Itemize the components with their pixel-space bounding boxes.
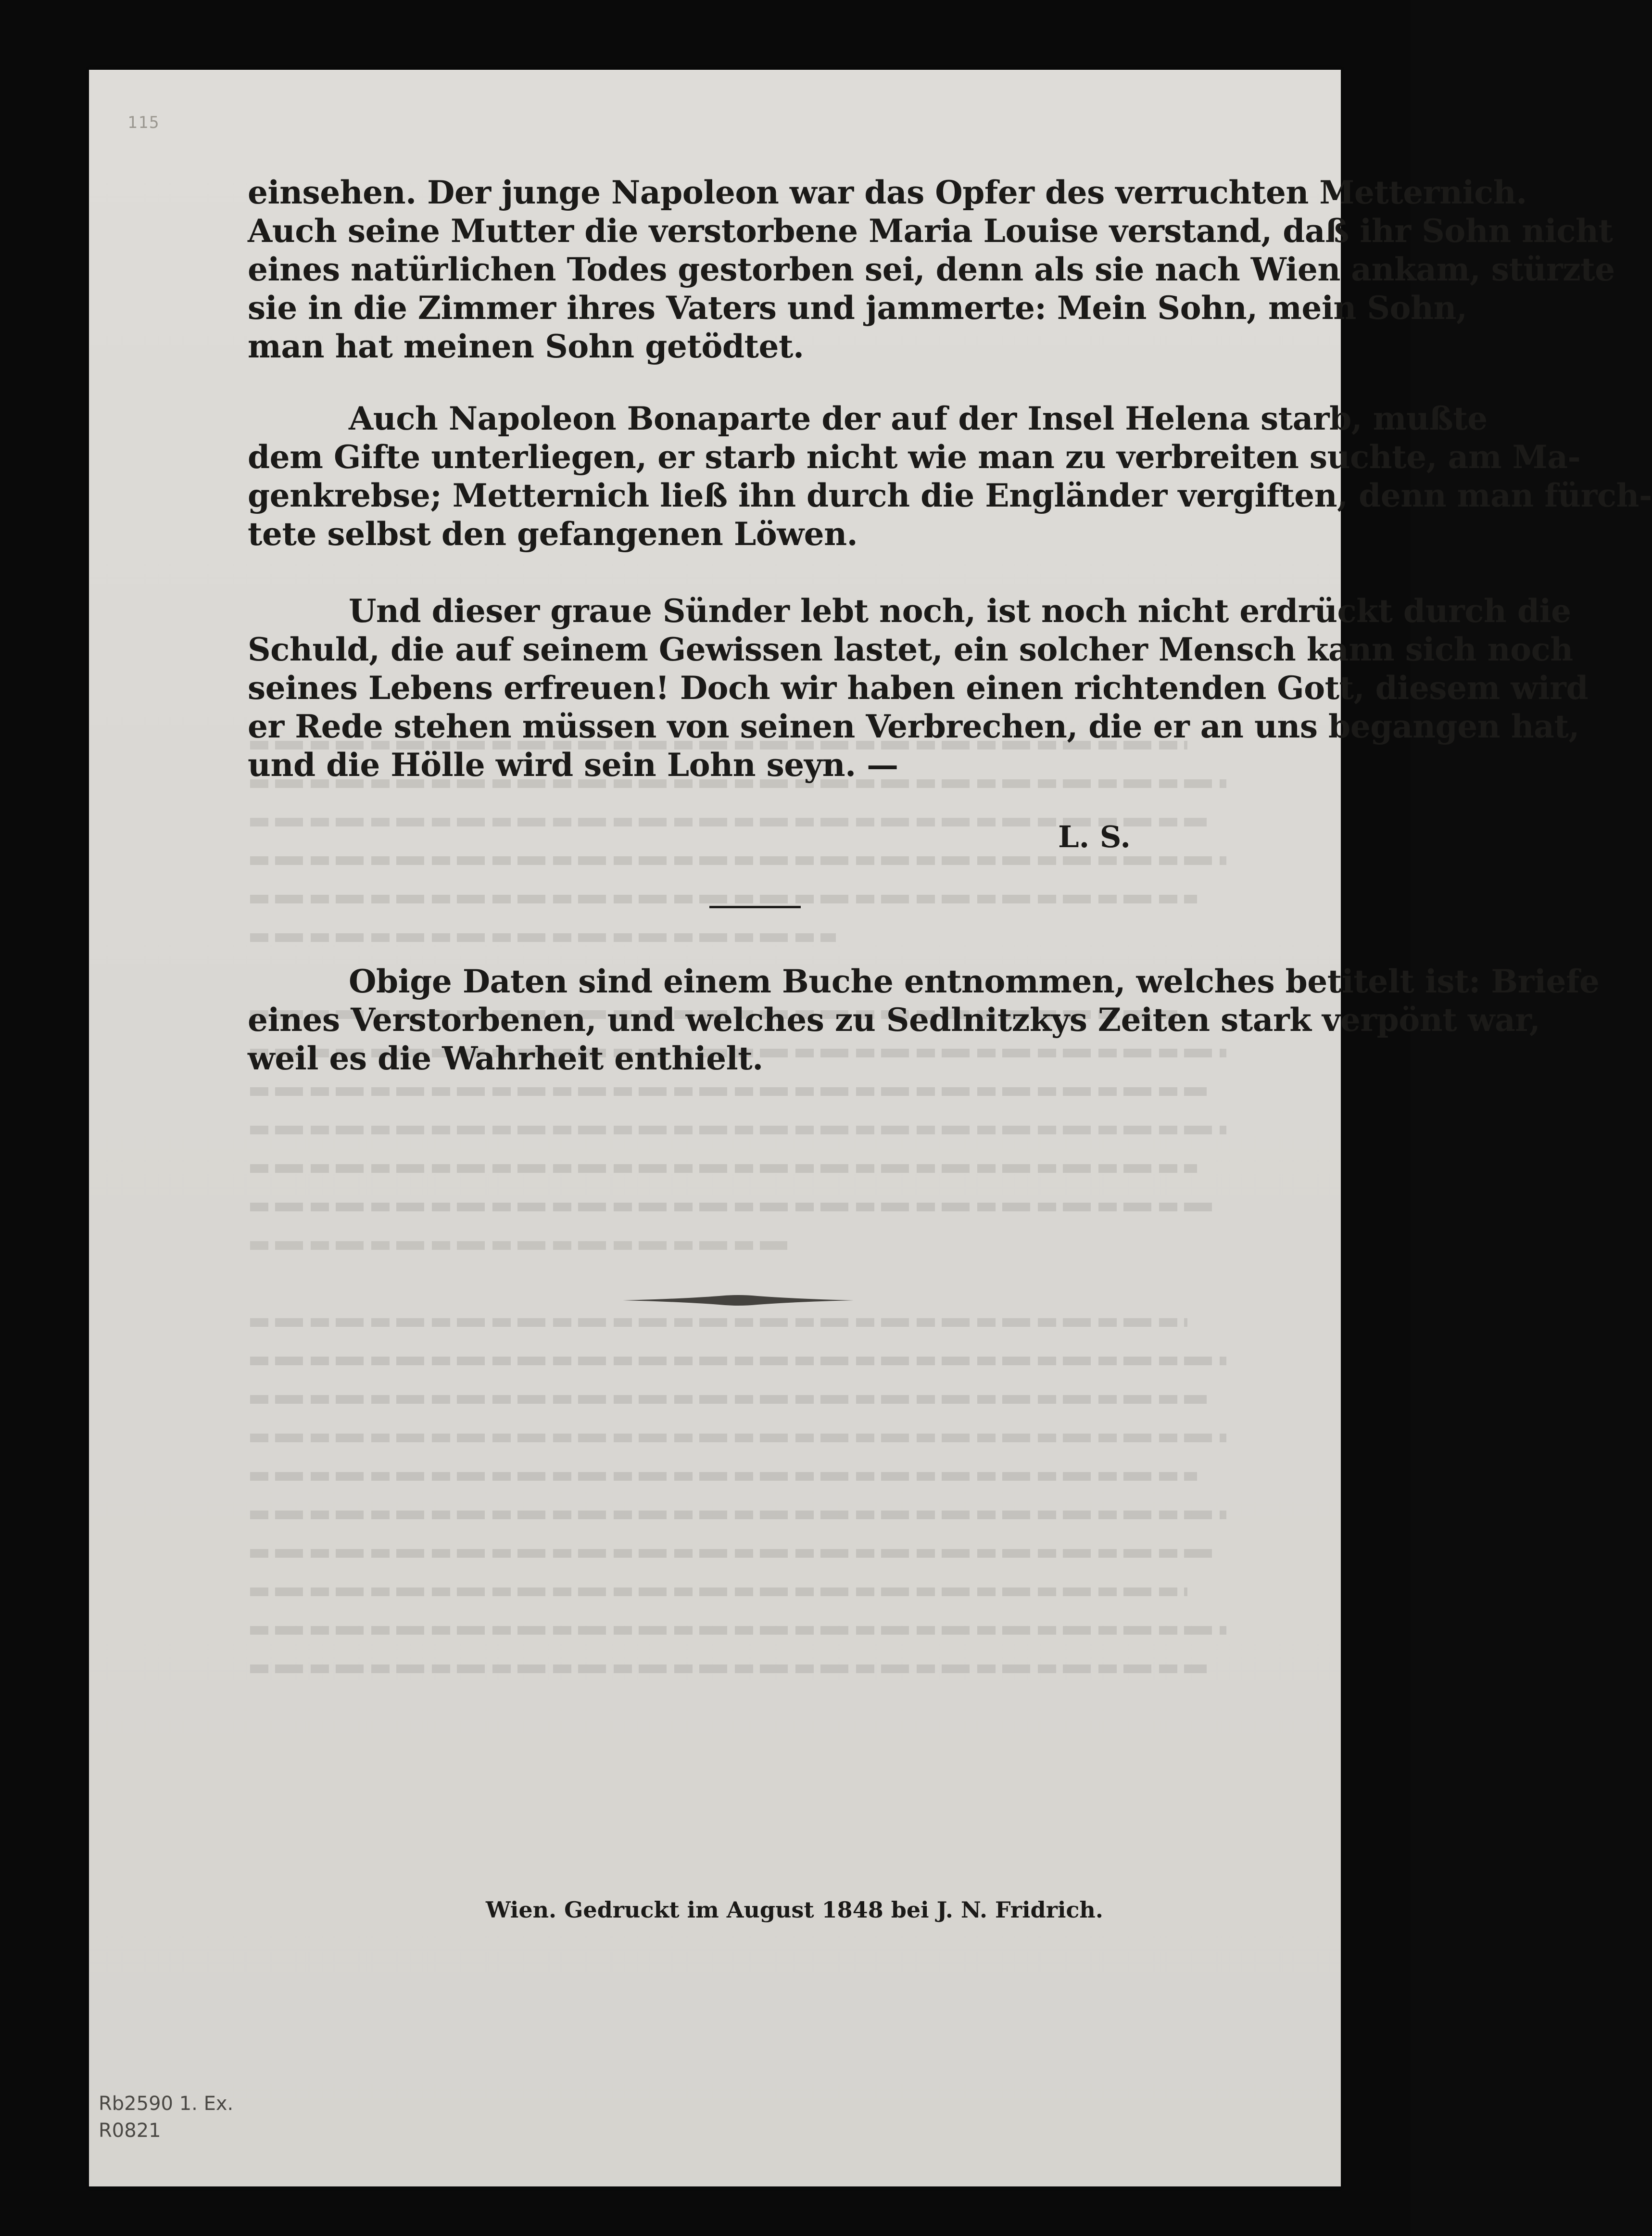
archive-shelfmark bbox=[99, 2090, 233, 2144]
text-line: Obige Daten sind einem Buche entnommen, welches betitelt ist: Briefe bbox=[349, 963, 1600, 1000]
text-line: seines Lebens erfreuen! Doch wir haben einen richtenden Gott, diesem wird bbox=[248, 669, 1589, 707]
text-line: er Rede stehen müssen von seinen Verbrechen, die er an uns begangen hat, bbox=[248, 708, 1579, 745]
paragraph-1 bbox=[248, 173, 1615, 366]
text-line: tete selbst den gefangenen Löwen. bbox=[248, 515, 858, 553]
text-line: eines Verstorbenen, und welches zu Sedlnitzkys Zeiten stark verpönt war, bbox=[248, 1001, 1540, 1039]
text-line: genkrebse; Metternich ließ ihn durch die Engländer vergiften, denn man fürch- bbox=[248, 477, 1652, 514]
text-line: weil es die Wahrheit enthielt. bbox=[248, 1040, 763, 1077]
text-line: Auch Napoleon Bonaparte der auf der Insel Helena starb, mußte bbox=[349, 400, 1488, 437]
bleed-through-ornament bbox=[623, 1294, 854, 1307]
paragraph-3 bbox=[248, 592, 1589, 784]
text-line: Schuld, die auf seinem Gewissen lastet, ein solcher Mensch kann sich noch bbox=[248, 631, 1573, 668]
text-line: sie in die Zimmer ihres Vaters und jammerte: Mein Sohn, mein Sohn, bbox=[248, 289, 1467, 327]
text-line: man hat meinen Sohn getödtet. bbox=[248, 328, 804, 365]
pencil-page-number: 115 bbox=[127, 113, 160, 132]
printer-imprint: Wien. Gedruckt im August 1848 bei J. N. Fridrich. bbox=[486, 1897, 1103, 1923]
paragraph-2 bbox=[248, 399, 1652, 553]
text-line: Auch seine Mutter die verstorbene Maria Louise verstand, daß ihr Sohn nicht bbox=[248, 212, 1613, 250]
text-line: und die Hölle wird sein Lohn seyn. — bbox=[248, 746, 898, 784]
text-line: eines natürlichen Todes gestorben sei, denn als sie nach Wien ankam, stürzte bbox=[248, 251, 1615, 288]
section-divider bbox=[709, 906, 801, 908]
shelfmark-line: Rb2590 1. Ex. bbox=[99, 2093, 234, 2115]
shelfmark-line: R0821 bbox=[99, 2120, 161, 2142]
text-line: Und dieser graue Sünder lebt noch, ist noch nicht erdrückt durch die bbox=[349, 592, 1571, 630]
text-line: einsehen. Der junge Napoleon war das Opfer des verruchten Metternich. bbox=[248, 174, 1527, 211]
paragraph-4 bbox=[248, 962, 1600, 1078]
text-line: dem Gifte unterliegen, er starb nicht wie man zu verbreiten suchte, am Ma- bbox=[248, 438, 1581, 476]
document-page bbox=[89, 70, 1652, 2186]
signature-initials: L. S. bbox=[1058, 819, 1131, 854]
